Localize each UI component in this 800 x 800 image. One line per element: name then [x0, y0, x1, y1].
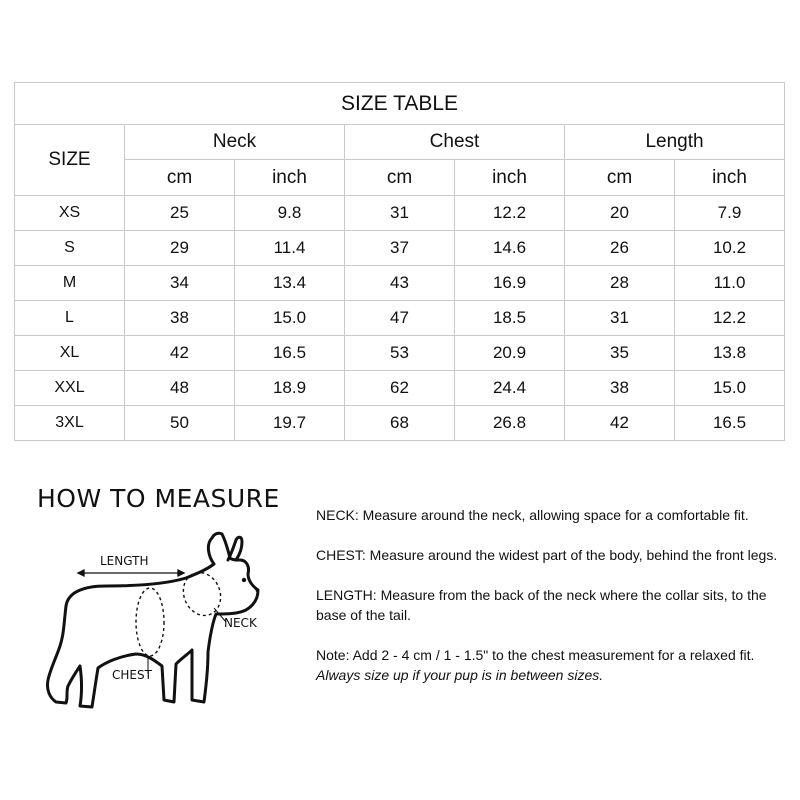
measure-cell: 14.6 [455, 231, 565, 266]
unit-header: cm [345, 160, 455, 196]
size-cell: 3XL [15, 406, 125, 441]
measure-cell: 13.8 [675, 336, 785, 371]
measure-cell: 38 [565, 371, 675, 406]
measure-cell: 34 [125, 266, 235, 301]
table-row [15, 196, 785, 231]
unit-header: cm [125, 160, 235, 196]
neck-label: NECK [224, 616, 257, 630]
measure-cell: 42 [565, 406, 675, 441]
unit-header: inch [675, 160, 785, 196]
measure-cell: 12.2 [455, 196, 565, 231]
measure-cell: 20.9 [455, 336, 565, 371]
chest-instruction: CHEST: Measure around the widest part of the body, behind the front legs. [316, 547, 778, 563]
measure-cell: 48 [125, 371, 235, 406]
measure-cell: 26 [565, 231, 675, 266]
measure-cell: 26.8 [455, 406, 565, 441]
table-row [15, 371, 785, 406]
measure-cell: 62 [345, 371, 455, 406]
note-line-2: Always size up if your pup is in between sizes. [316, 667, 604, 683]
measure-cell: 43 [345, 266, 455, 301]
measure-cell: 24.4 [455, 371, 565, 406]
size-cell: M [15, 266, 125, 301]
how-to-measure-title: HOW TO MEASURE [37, 484, 280, 513]
size-cell: S [15, 231, 125, 266]
size-cell: XL [15, 336, 125, 371]
measure-cell: 11.0 [675, 266, 785, 301]
unit-header: cm [565, 160, 675, 196]
unit-header: inch [235, 160, 345, 196]
unit-header: inch [455, 160, 565, 196]
measure-cell: 68 [345, 406, 455, 441]
measure-cell: 28 [565, 266, 675, 301]
table-row [15, 301, 785, 336]
measure-cell: 10.2 [675, 231, 785, 266]
measure-cell: 42 [125, 336, 235, 371]
length-label: LENGTH [100, 554, 149, 568]
measure-cell: 7.9 [675, 196, 785, 231]
measure-cell: 15.0 [675, 371, 785, 406]
table-title: SIZE TABLE [15, 83, 785, 125]
measure-cell: 16.5 [235, 336, 345, 371]
note [316, 645, 796, 685]
measure-cell: 20 [565, 196, 675, 231]
measure-instructions [316, 505, 796, 685]
size-cell: XS [15, 196, 125, 231]
length-instruction: LENGTH: Measure from the back of the neck where the collar sits, to the base of the tail. [316, 587, 767, 623]
note-line-1: Note: Add 2 - 4 cm / 1 - 1.5" to the chest measurement for a relaxed fit. [316, 647, 755, 663]
measure-cell: 12.2 [675, 301, 785, 336]
measure-cell: 47 [345, 301, 455, 336]
measure-cell: 35 [565, 336, 675, 371]
measure-cell: 16.5 [675, 406, 785, 441]
measure-cell: 53 [345, 336, 455, 371]
measure-cell: 16.9 [455, 266, 565, 301]
table-row [15, 336, 785, 371]
size-table [14, 82, 785, 441]
measure-cell: 25 [125, 196, 235, 231]
size-column-header: SIZE [15, 125, 125, 196]
measure-cell: 18.9 [235, 371, 345, 406]
measure-cell: 19.7 [235, 406, 345, 441]
measure-cell: 15.0 [235, 301, 345, 336]
measure-cell: 37 [345, 231, 455, 266]
measure-cell: 31 [345, 196, 455, 231]
measure-cell: 18.5 [455, 301, 565, 336]
measure-cell: 50 [125, 406, 235, 441]
neck-instruction: NECK: Measure around the neck, allowing space for a comfortable fit. [316, 507, 749, 523]
measure-cell: 13.4 [235, 266, 345, 301]
size-cell: L [15, 301, 125, 336]
length-group-header: Length [565, 125, 785, 160]
chest-group-header: Chest [345, 125, 565, 160]
measure-cell: 38 [125, 301, 235, 336]
size-table-body [15, 196, 785, 441]
table-row [15, 231, 785, 266]
table-row [15, 266, 785, 301]
measure-cell: 29 [125, 231, 235, 266]
measure-cell: 9.8 [235, 196, 345, 231]
measure-cell: 11.4 [235, 231, 345, 266]
size-cell: XXL [15, 371, 125, 406]
table-row [15, 406, 785, 441]
measure-cell: 31 [565, 301, 675, 336]
dog-measure-illustration [36, 530, 276, 720]
chest-label: CHEST [112, 668, 152, 682]
neck-group-header: Neck [125, 125, 345, 160]
